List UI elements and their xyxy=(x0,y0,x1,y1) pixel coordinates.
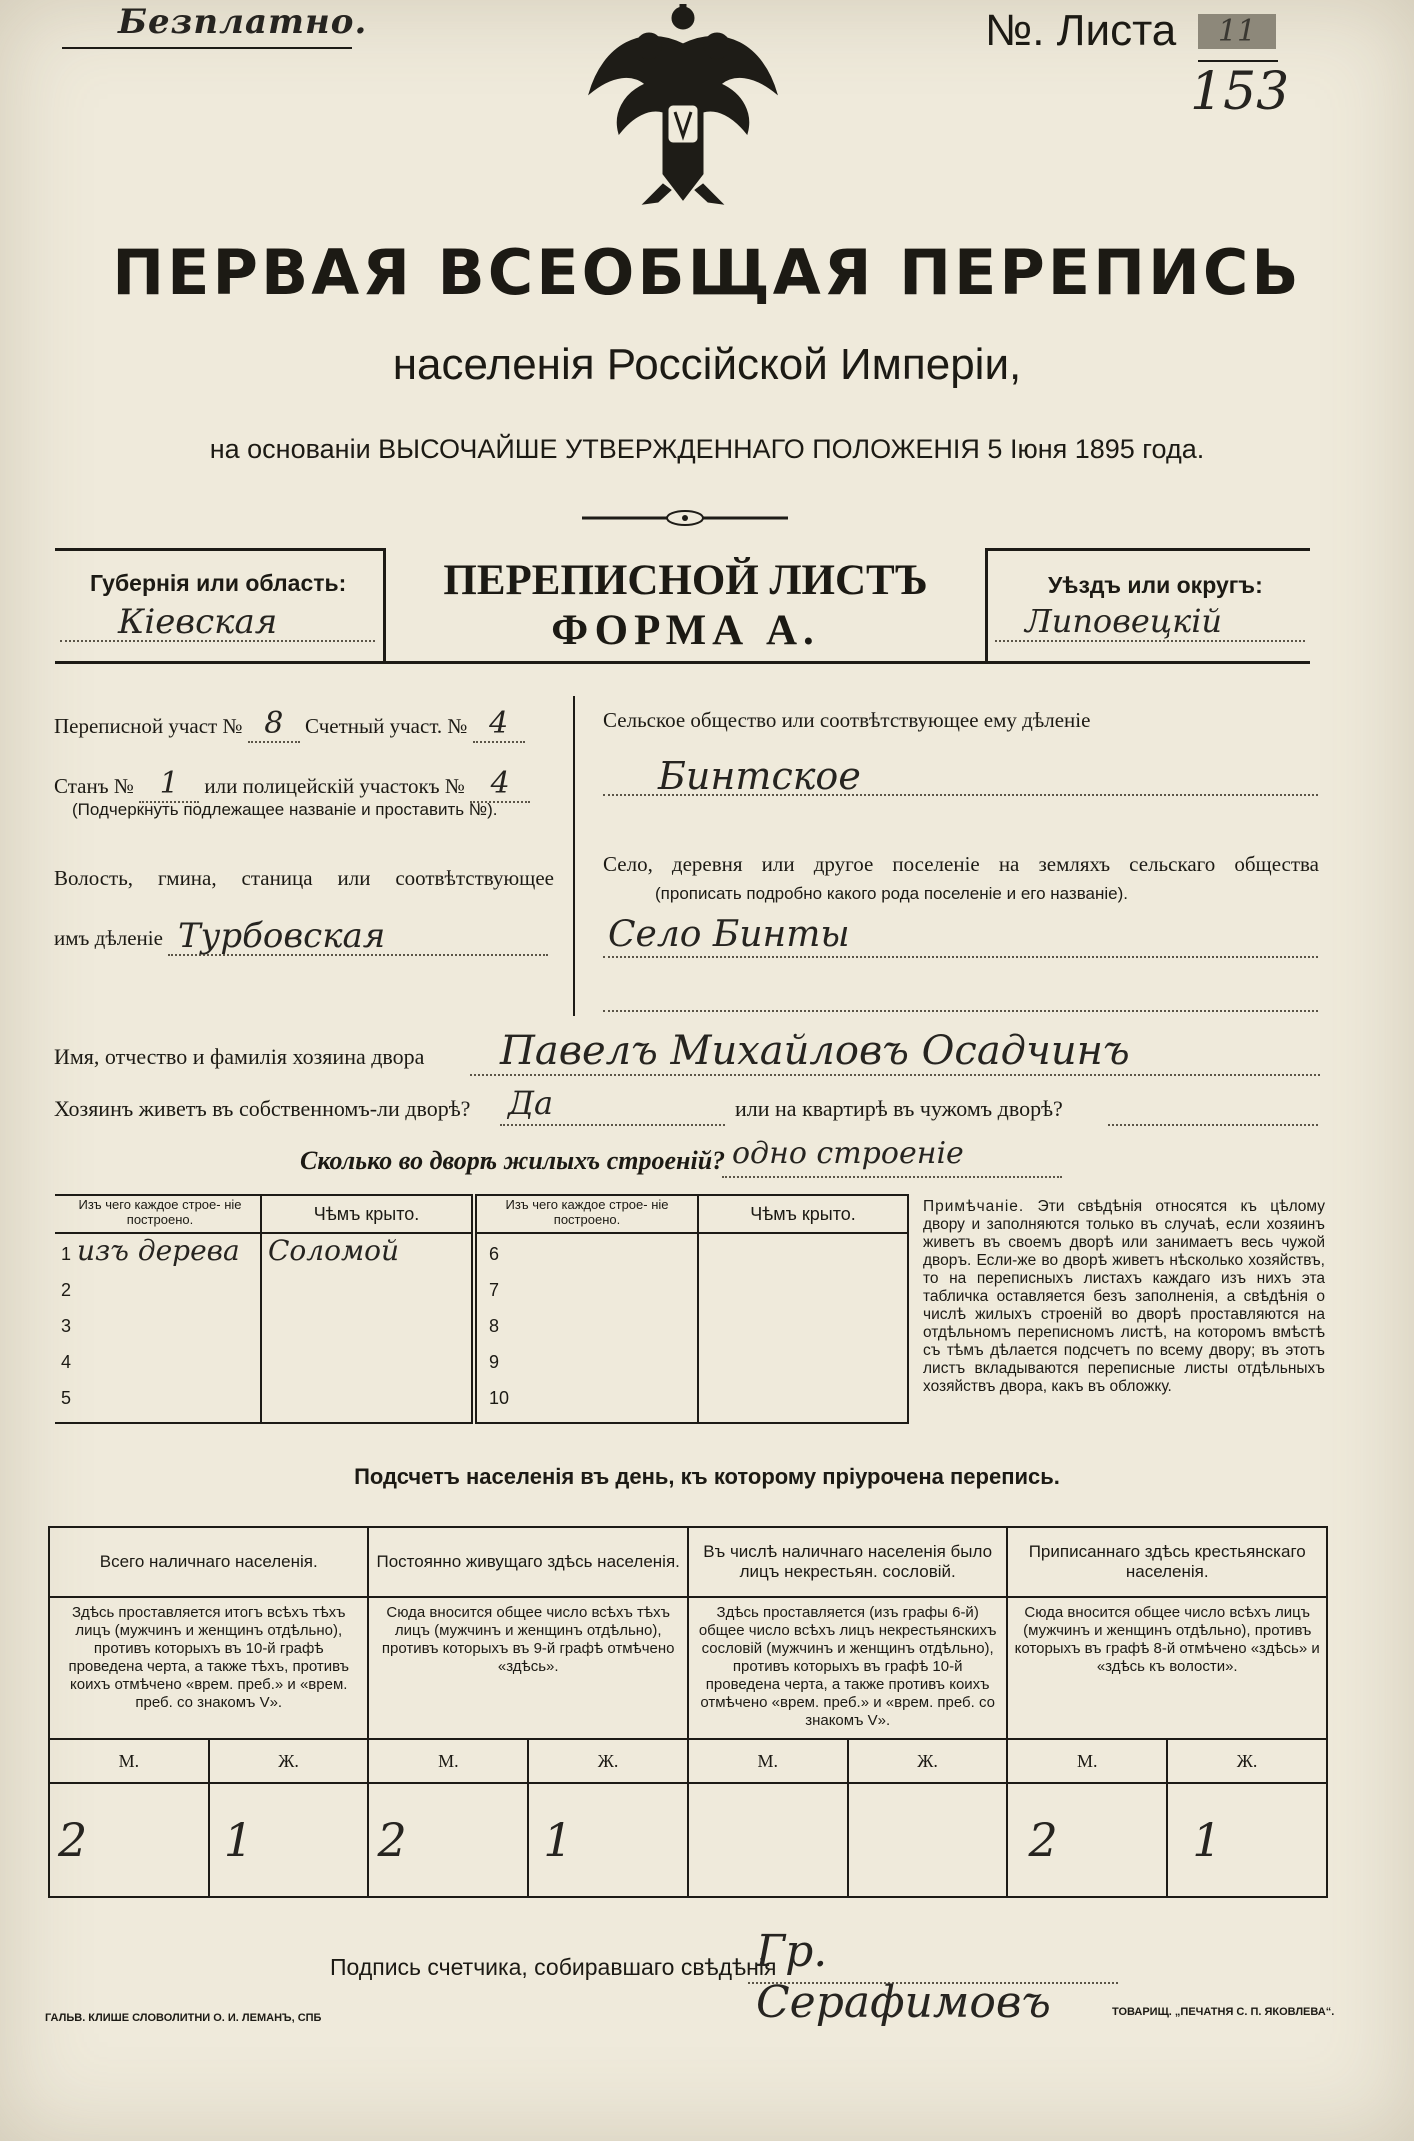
header-right-vline xyxy=(985,548,988,663)
stan-note: (Подчеркнуть подлежащее названіе и проставить №). xyxy=(72,800,498,819)
table-right-top xyxy=(475,1194,909,1196)
building-row xyxy=(475,1238,909,1274)
pop-head-1-text: Постоянно живущаго здѣсь населенія. xyxy=(376,1552,680,1571)
signature-value: Гр. Серафимовъ xyxy=(756,1926,1051,2028)
building-row-number: 9 xyxy=(489,1352,500,1372)
building-row xyxy=(55,1346,473,1382)
form-name: ФОРМА А. xyxy=(551,607,820,654)
pop-desc-1-text: Сюда вносится общее число всѣхъ тѣхъ лицъ (мужчинъ и женщинъ отдѣльно), противъ которыхъ въ 9-й графѣ отмѣчено «здѣсь». xyxy=(381,1604,675,1675)
note-text: Эти свѣдѣнія относятся къ цѣлому двору и заполняются только въ случаѣ, если хозяинъ живетъ въ своемъ дворѣ или занимаетъ весь чужой дворъ. Если-же во дворѣ живетъ нѣсколько хозяйствъ, то на переписныхъ листахъ каждаго изъ нихъ эта табличка оставляется безъ заполненія, а свѣдѣнія о числѣ жилыхъ строеній во дворѣ проставляются на отдѣльномъ переписномъ листѣ, на которомъ вмѣстѣ съ тѣмъ дѣлается подсчетъ по всему двору; въ этотъ листъ вкладываются переписные листы отдѣльныхъ хозяйствъ двора, какъ въ обложку. xyxy=(923,1198,1325,1395)
owner-lives-value: Да xyxy=(508,1084,554,1122)
material-header: Изъ чего каждое строе- ніе построено. xyxy=(78,1197,242,1227)
district-label: Переписной участ № xyxy=(54,714,243,738)
note-block xyxy=(923,1198,1325,1396)
pop-value-m-3[interactable]: 2 xyxy=(1007,1783,1167,1897)
pop-f-1: Ж. xyxy=(528,1739,688,1783)
table-left-bottom xyxy=(55,1422,473,1424)
buildings-label: Сколько во дворѣ жилыхъ строеній? xyxy=(300,1146,726,1175)
pop-value-m-1[interactable]: 2 xyxy=(368,1783,528,1897)
owner-name-field[interactable] xyxy=(470,1028,1320,1076)
pop-value-row xyxy=(49,1783,1327,1897)
police-label: или полицейскій участокъ № xyxy=(204,774,465,798)
pop-desc-3 xyxy=(1007,1597,1327,1739)
header-top-rule-left xyxy=(55,548,385,551)
owner-lives-label: Хозяинъ живетъ въ собственномъ-ли дворѣ? xyxy=(54,1096,471,1121)
footer-left: ГАЛЬВ. КЛИШЕ СЛОВОЛИТНИ О. И. ЛЕМАНЪ, СПБ xyxy=(45,2012,322,2024)
population-table xyxy=(48,1526,1328,1898)
signature-label: Подпись счетчика, собиравшаго свѣдѣнія xyxy=(330,1954,777,1980)
owner-name-value: Павелъ Михайловъ Осадчинъ xyxy=(500,1028,1130,1074)
buildings-table-left xyxy=(55,1194,473,1424)
counting-label: Счетный участ. № xyxy=(305,714,468,738)
pop-value-f-2[interactable] xyxy=(848,1783,1008,1897)
police-value[interactable]: 4 xyxy=(470,766,530,803)
building-row-number: 3 xyxy=(61,1316,72,1336)
volost-label-1: Волость, гмина, станица или соотвѣтствующее xyxy=(54,866,554,890)
pop-value-f-0[interactable]: 1 xyxy=(209,1783,369,1897)
table-right-bottom xyxy=(475,1422,909,1424)
pop-head-0 xyxy=(49,1527,368,1597)
header-top-rule-right xyxy=(985,548,1310,551)
stan-row xyxy=(54,766,574,803)
header-bottom-rule xyxy=(55,661,1310,664)
buildings-table-right xyxy=(475,1194,909,1424)
census-basis: на основаніи ВЫСОЧАЙШЕ УТВЕРЖДЕННАГО ПОЛОЖЕНІЯ 5 Іюня 1895 года. xyxy=(209,434,1205,464)
pop-m-0: М. xyxy=(49,1739,209,1783)
footer-right: ТОВАРИЩ. „ПЕЧАТНЯ С. П. ЯКОВЛЕВА“. xyxy=(1112,2006,1335,2018)
volost-value: Турбовская xyxy=(178,916,386,956)
building-row-number: 5 xyxy=(61,1388,72,1408)
volost-field[interactable] xyxy=(168,916,548,956)
volost-label-2: имъ дѣленіе xyxy=(54,926,163,950)
building-row-number: 7 xyxy=(489,1280,500,1300)
uyezd-value: Липовецкій xyxy=(1025,602,1223,640)
pop-m-3: М. xyxy=(1007,1739,1167,1783)
village-field-extra[interactable] xyxy=(603,970,1318,1012)
society-label: Сельское общество или соотвѣтствующее ему дѣленіе xyxy=(603,708,1091,732)
uyezd-label: Уѣздъ или округъ: xyxy=(1048,572,1263,598)
buildings-field[interactable] xyxy=(722,1136,1062,1178)
form-title: ПЕРЕПИСНОЙ ЛИСТЪ xyxy=(443,557,928,604)
table-left-top xyxy=(55,1194,473,1196)
pop-head-2-text: Въ числѣ наличнаго населенія было лицъ некрестьян. сословій. xyxy=(703,1542,993,1581)
pop-head-1 xyxy=(368,1527,687,1597)
pop-value-m-0[interactable]: 2 xyxy=(49,1783,209,1897)
roof-header: Чѣмъ крыто. xyxy=(313,1204,420,1224)
province-field[interactable] xyxy=(60,600,375,642)
province-label: Губернія или область: xyxy=(90,570,347,596)
census-title: ПЕРВАЯ ВСЕОБЩАЯ ПЕРЕПИСЬ xyxy=(112,236,1302,309)
table-right-head-rule xyxy=(475,1232,909,1234)
pop-value-f-3[interactable]: 1 xyxy=(1167,1783,1327,1897)
fields-center-divider xyxy=(573,696,575,1016)
village-field[interactable] xyxy=(603,914,1318,958)
counting-value[interactable]: 4 xyxy=(473,706,525,743)
apartment-label: или на квартирѣ въ чужомъ дворѣ? xyxy=(735,1096,1063,1121)
building-material[interactable]: изъ дерева xyxy=(77,1234,240,1267)
owner-lives-field[interactable] xyxy=(500,1084,725,1126)
pop-head-2 xyxy=(688,1527,1008,1597)
pop-f-3: Ж. xyxy=(1167,1739,1327,1783)
ornament-divider xyxy=(582,508,788,528)
uyezd-field[interactable] xyxy=(995,600,1305,642)
pop-desc-0-text: Здѣсь проставляется итогъ всѣхъ тѣхъ лицъ (мужчинъ и женщинъ отдѣльно), противъ которыхъ въ 10-й графѣ проведена черта, а также тѣхъ, противъ коихъ отмѣчено «врем. преб.» и «врем. преб. со знакомъ V». xyxy=(68,1604,350,1711)
material-header-2: Изъ чего каждое строе- ніе построено. xyxy=(505,1197,669,1227)
buildings-value: одно строеніе xyxy=(732,1136,964,1171)
building-roof[interactable]: Соломой xyxy=(268,1234,400,1267)
note-title: Примѣчаніе. xyxy=(923,1198,1025,1215)
sheet-number-label: №. Листа xyxy=(985,6,1177,55)
pop-head-3 xyxy=(1007,1527,1327,1597)
building-row xyxy=(475,1310,909,1346)
village-label: Село, деревня или другое поселеніе на земляхъ сельскаго общества xyxy=(603,852,1319,876)
pop-value-m-2[interactable] xyxy=(688,1783,848,1897)
building-row xyxy=(475,1346,909,1382)
signature-field[interactable] xyxy=(748,1926,1118,2028)
free-label-underline xyxy=(62,47,352,49)
stan-value[interactable]: 1 xyxy=(139,766,199,803)
pop-value-f-1[interactable]: 1 xyxy=(528,1783,688,1897)
building-row xyxy=(55,1234,473,1274)
pop-head-3-text: Приписаннаго здѣсь крестьянскаго населенія. xyxy=(1028,1542,1306,1581)
society-field[interactable] xyxy=(603,754,1318,796)
pop-f-0: Ж. xyxy=(209,1739,369,1783)
village-value: Село Бинты xyxy=(608,914,850,955)
district-value[interactable]: 8 xyxy=(248,706,300,743)
building-row-number: 2 xyxy=(61,1280,72,1300)
pop-desc-row xyxy=(49,1597,1327,1739)
building-row-number: 10 xyxy=(489,1388,510,1408)
owner-name-label: Имя, отчество и фамилія хозяина двора xyxy=(54,1044,425,1069)
district-row xyxy=(54,706,554,740)
province-value: Кіевская xyxy=(118,602,278,642)
building-row-number: 8 xyxy=(489,1316,500,1336)
building-row xyxy=(55,1274,473,1310)
sheet-number-struck: 11 xyxy=(1198,14,1276,49)
building-row-number: 6 xyxy=(489,1244,500,1264)
free-label: Безплатно. xyxy=(118,2,368,42)
imperial-eagle-emblem xyxy=(583,4,783,212)
building-row xyxy=(55,1310,473,1346)
sheet-number-handwritten: 153 xyxy=(1190,62,1290,122)
pop-m-1: М. xyxy=(368,1739,528,1783)
pop-head-row xyxy=(49,1527,1327,1597)
pop-desc-1 xyxy=(368,1597,687,1739)
building-row-number: 1 xyxy=(61,1244,72,1264)
pop-m-2: М. xyxy=(688,1739,848,1783)
village-note: (прописать подробно какого рода поселеніе и его названіе). xyxy=(655,884,1129,903)
building-row-number: 4 xyxy=(61,1352,72,1372)
population-title: Подсчетъ населенія въ день, къ которому пріурочена перепись. xyxy=(354,1464,1060,1489)
society-value: Бинтское xyxy=(658,754,861,798)
pop-desc-2 xyxy=(688,1597,1008,1739)
stan-label: Станъ № xyxy=(54,774,134,798)
pop-sex-row xyxy=(49,1739,1327,1783)
pop-head-0-text: Всего наличнаго населенія. xyxy=(99,1552,318,1571)
pop-desc-3-text: Сюда вносится общее число всѣхъ лицъ (мужчинъ и женщинъ отдѣльно), противъ которыхъ въ графѣ 8-й отмѣчено «здѣсь» и «здѣсь къ волости». xyxy=(1014,1604,1320,1675)
pop-f-2: Ж. xyxy=(848,1739,1008,1783)
building-row xyxy=(475,1274,909,1310)
pop-desc-0 xyxy=(49,1597,368,1739)
census-subtitle: населенія Россійской Имперіи, xyxy=(392,340,1022,389)
pop-desc-2-text: Здѣсь проставляется (изъ графы 6-й) общее число всѣхъ лицъ некрестьянскихъ сословій (мужчинъ и женщинъ отдѣльно), противъ которыхъ въ графѣ 10-й проведена черта, а также противъ коихъ отмѣчено «врем. преб.» и «врем. преб. со знакомъ V». xyxy=(698,1604,997,1729)
roof-header-2: Чѣмъ крыто. xyxy=(750,1204,856,1224)
apartment-field[interactable] xyxy=(1108,1088,1318,1126)
building-row xyxy=(475,1382,909,1418)
building-row xyxy=(55,1382,473,1418)
